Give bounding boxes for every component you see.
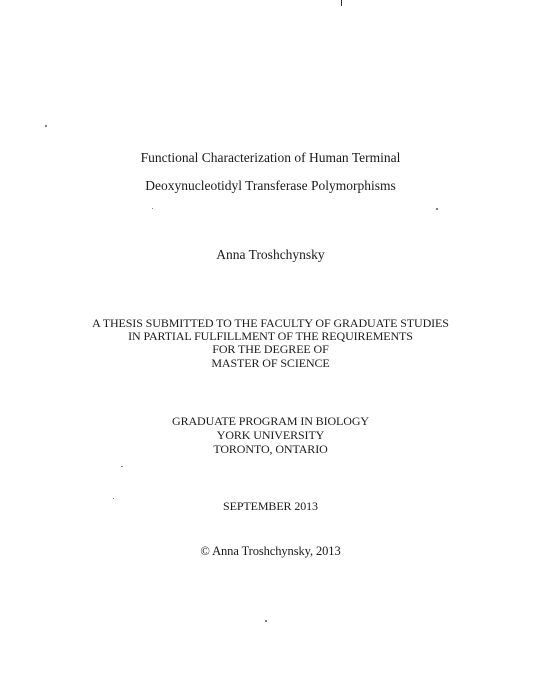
scan-speck (436, 208, 438, 210)
program-line-1: GRADUATE PROGRAM IN BIOLOGY (172, 414, 369, 428)
copyright-notice: © Anna Troshchynsky, 2013 (200, 544, 341, 558)
scan-speck (121, 466, 123, 467)
scan-speck (45, 125, 47, 127)
thesis-statement-line-2: IN PARTIAL FULFILLMENT OF THE REQUIREMENTS (128, 329, 413, 343)
thesis-statement-line-1: A THESIS SUBMITTED TO THE FACULTY OF GRADUATE STUDIES (92, 316, 449, 330)
author-name: Anna Troshchynsky (216, 247, 325, 262)
program-line-2: YORK UNIVERSITY (216, 428, 325, 442)
scan-speck (113, 498, 114, 499)
submission-date: SEPTEMBER 2013 (223, 499, 318, 513)
scan-speck (152, 208, 153, 209)
scan-speck (265, 620, 267, 622)
title-line-1: Functional Characterization of Human Terminal (140, 150, 401, 165)
thesis-statement-line-3: FOR THE DEGREE OF (212, 342, 329, 356)
scan-mark (341, 0, 342, 6)
title-line-2: Deoxynucleotidyl Transferase Polymorphisms (145, 178, 396, 193)
program-line-3: TORONTO, ONTARIO (213, 442, 328, 456)
thesis-statement-line-4: MASTER OF SCIENCE (211, 356, 330, 370)
